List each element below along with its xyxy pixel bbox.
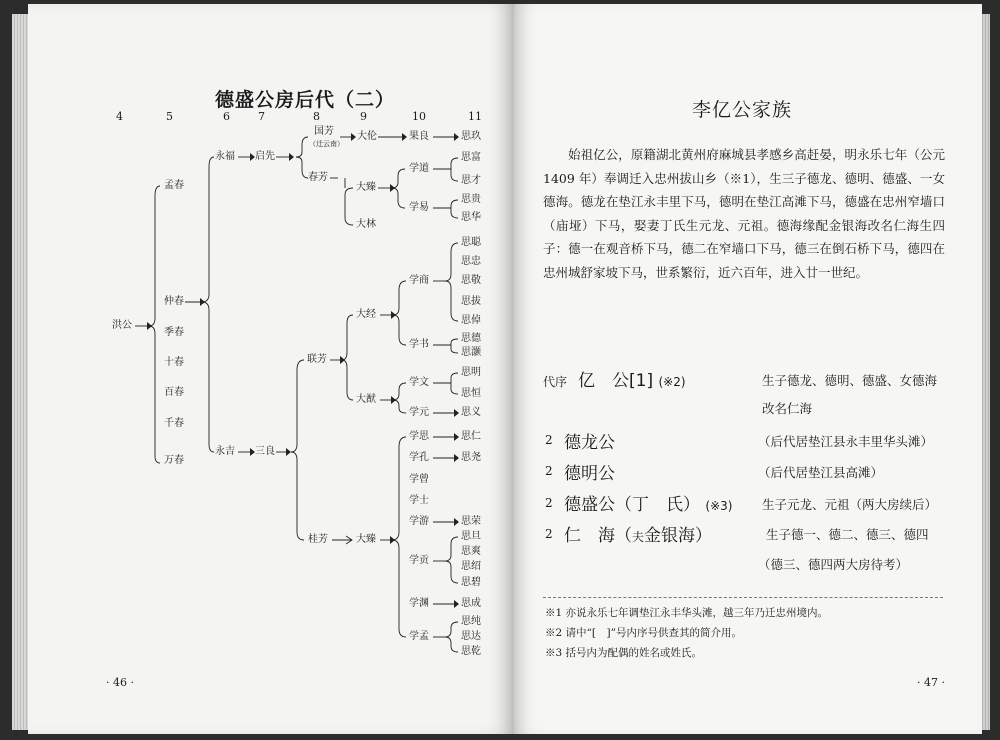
- spouse-prefix: 夫: [632, 530, 645, 544]
- tree-node: 学商: [409, 275, 429, 286]
- tree-node: 思才: [461, 175, 481, 186]
- tree-node: 国芳: [314, 126, 334, 137]
- tree-title: 德盛公房后代（二）: [215, 89, 396, 111]
- tree-node: 洪公: [112, 320, 132, 331]
- tree-node: 果良: [409, 131, 429, 142]
- generation-label: 7: [258, 110, 265, 123]
- tree-node: 学思: [409, 431, 429, 442]
- generation-label: 11: [468, 110, 482, 123]
- tree-node: 大经: [356, 309, 376, 320]
- tree-node: 学曾: [409, 474, 429, 485]
- tree-node: 大伦: [357, 131, 377, 142]
- tree-node: 学道: [409, 163, 429, 174]
- founder-note-mark: (※2): [658, 375, 686, 389]
- tree-node: 仲春: [164, 296, 184, 307]
- generation-label: 4: [116, 110, 123, 123]
- tree-node: 大臻: [356, 534, 376, 545]
- entry-generation: 2: [545, 433, 553, 447]
- page-number-right: · 47 ·: [917, 676, 945, 689]
- tree-node: 季春: [164, 327, 184, 338]
- entry-name: [564, 490, 732, 515]
- tree-node: 学元: [409, 407, 429, 418]
- entry-note-mark: (※3): [705, 499, 733, 513]
- tree-node: 百春: [164, 387, 184, 398]
- tree-node: 大臻: [356, 182, 376, 193]
- tree-node: 万春: [164, 455, 184, 466]
- generation-label: 8: [313, 110, 320, 123]
- tree-node: 学士: [409, 495, 429, 506]
- tree-node: 思纯: [461, 616, 481, 627]
- entry-note: （后代居垫江县高滩）: [758, 465, 884, 480]
- tree-node: 思绍: [461, 561, 481, 572]
- generation-label: 6: [223, 110, 230, 123]
- tree-node: 联芳: [307, 354, 327, 365]
- founder-name-text: 亿 公[1]: [578, 371, 654, 391]
- tree-node: 孟春: [164, 180, 184, 191]
- entry-extra-note: （德三、德四两大房待考）: [758, 557, 909, 572]
- entry-note: 生子德一、德二、德三、德四: [766, 527, 929, 542]
- tree-node: 永吉: [215, 446, 235, 457]
- tree-node: 大猷: [356, 394, 376, 405]
- entry-note: （后代居垫江县永丰里华头滩）: [758, 434, 934, 449]
- tree-node: 学孔: [409, 452, 429, 463]
- tree-node: 思成: [461, 598, 481, 609]
- tree-node: 思德: [461, 333, 481, 344]
- entry-note: 生子元龙、元祖（两大房续后）: [762, 497, 938, 512]
- tree-node: 春芳: [308, 172, 328, 183]
- entry-generation: 2: [545, 464, 553, 478]
- tree-node: 思爽: [461, 546, 481, 557]
- tree-node: 千春: [164, 418, 184, 429]
- founder-children-note: 生子德龙、德明、德盛、女德海: [762, 373, 938, 388]
- page-number-left: · 46 ·: [106, 676, 134, 689]
- generation-label: 9: [360, 110, 367, 123]
- tree-node-note: （迁云南）: [309, 140, 344, 148]
- tree-node: 思旦: [461, 531, 481, 542]
- tree-node: 思拔: [461, 296, 481, 307]
- tree-node: 桂芳: [308, 534, 328, 545]
- tree-node: 思聪: [461, 237, 481, 248]
- footnote: ※3 括号内为配偶的姓名或姓氏。: [545, 647, 703, 659]
- family-title: 李亿公家族: [692, 99, 793, 121]
- tree-node: 学渊: [409, 598, 429, 609]
- tree-node: 思恒: [461, 388, 481, 399]
- footnote-divider: [543, 597, 943, 598]
- tree-node: 思义: [461, 407, 481, 418]
- tree-node: 三良: [255, 446, 275, 457]
- generation-label: 10: [412, 110, 426, 123]
- generation-label: 5: [166, 110, 173, 123]
- tree-node: 学易: [409, 202, 429, 213]
- tree-node: 思仁: [461, 431, 481, 442]
- entry-name: [564, 521, 712, 546]
- tree-node: 思富: [461, 152, 481, 163]
- tree-node: 思倬: [461, 315, 481, 326]
- tree-node: 学贡: [409, 555, 429, 566]
- tree-node: 思荣: [461, 516, 481, 527]
- tree-node: 思乾: [461, 646, 481, 657]
- entry-name: 德明公: [564, 464, 615, 484]
- tree-node: 永福: [215, 151, 235, 162]
- family-intro-paragraph: 始祖亿公，原籍湖北黄州府麻城县孝感乡高赶晏，明永乐七年（公元 1409 年）奉调迁入忠州拔山乡（※1），生三子德龙、德明、德盛、一女德海。德龙在垫江永丰里下马，德明在垫江高滩下马，德盛在忠州窄墙口（庙垭）下马，娶妻丁氏生元龙、元祖。德海缘配金银海改名仁海生四子：德一在观音桥下马，德二在窄墙口下马，德三在倒石桥下马，德四在忠州城舒家坡下马，世系繁衍，近六百年，进入廿一世纪。: [543, 147, 945, 280]
- tree-node: 思碧: [461, 577, 481, 588]
- founder-rename-note: 改名仁海: [762, 401, 813, 416]
- tree-node: 学孟: [409, 631, 429, 642]
- tree-node: 十春: [164, 357, 184, 368]
- founder-name: [578, 366, 686, 391]
- tree-node: 思玖: [461, 131, 481, 142]
- entry-name-text: 仁 海（: [564, 526, 632, 546]
- tree-node: 思灏: [461, 347, 481, 358]
- spouse-name: 金银海）: [644, 526, 713, 546]
- tree-node: 思达: [461, 631, 481, 642]
- entry-generation: 2: [545, 527, 553, 541]
- entry-generation: 2: [545, 496, 553, 510]
- tree-node: 大林: [356, 219, 376, 230]
- entry-name-text: 德盛公（丁 氏）: [564, 495, 700, 515]
- entry-name: 德龙公: [564, 433, 615, 453]
- tree-node: 思明: [461, 367, 481, 378]
- tree-node: 思华: [461, 212, 481, 223]
- tree-node: 学文: [409, 377, 429, 388]
- tree-node: 学游: [409, 516, 429, 527]
- tree-node: 学书: [409, 339, 429, 350]
- generation-column-label: 代序: [543, 375, 568, 389]
- tree-node: 思贵: [461, 194, 481, 205]
- footnote: ※1 亦说永乐七年调垫江永丰华头滩，越三年乃迁忠州境内。: [545, 607, 829, 619]
- tree-node: 思忠: [461, 256, 481, 267]
- tree-node: 思尧: [461, 452, 481, 463]
- footnote: ※2 请中“[ ]”号内序号供查其的简介用。: [545, 627, 742, 639]
- tree-node: 启先: [255, 151, 275, 162]
- tree-node: 思敬: [461, 275, 481, 286]
